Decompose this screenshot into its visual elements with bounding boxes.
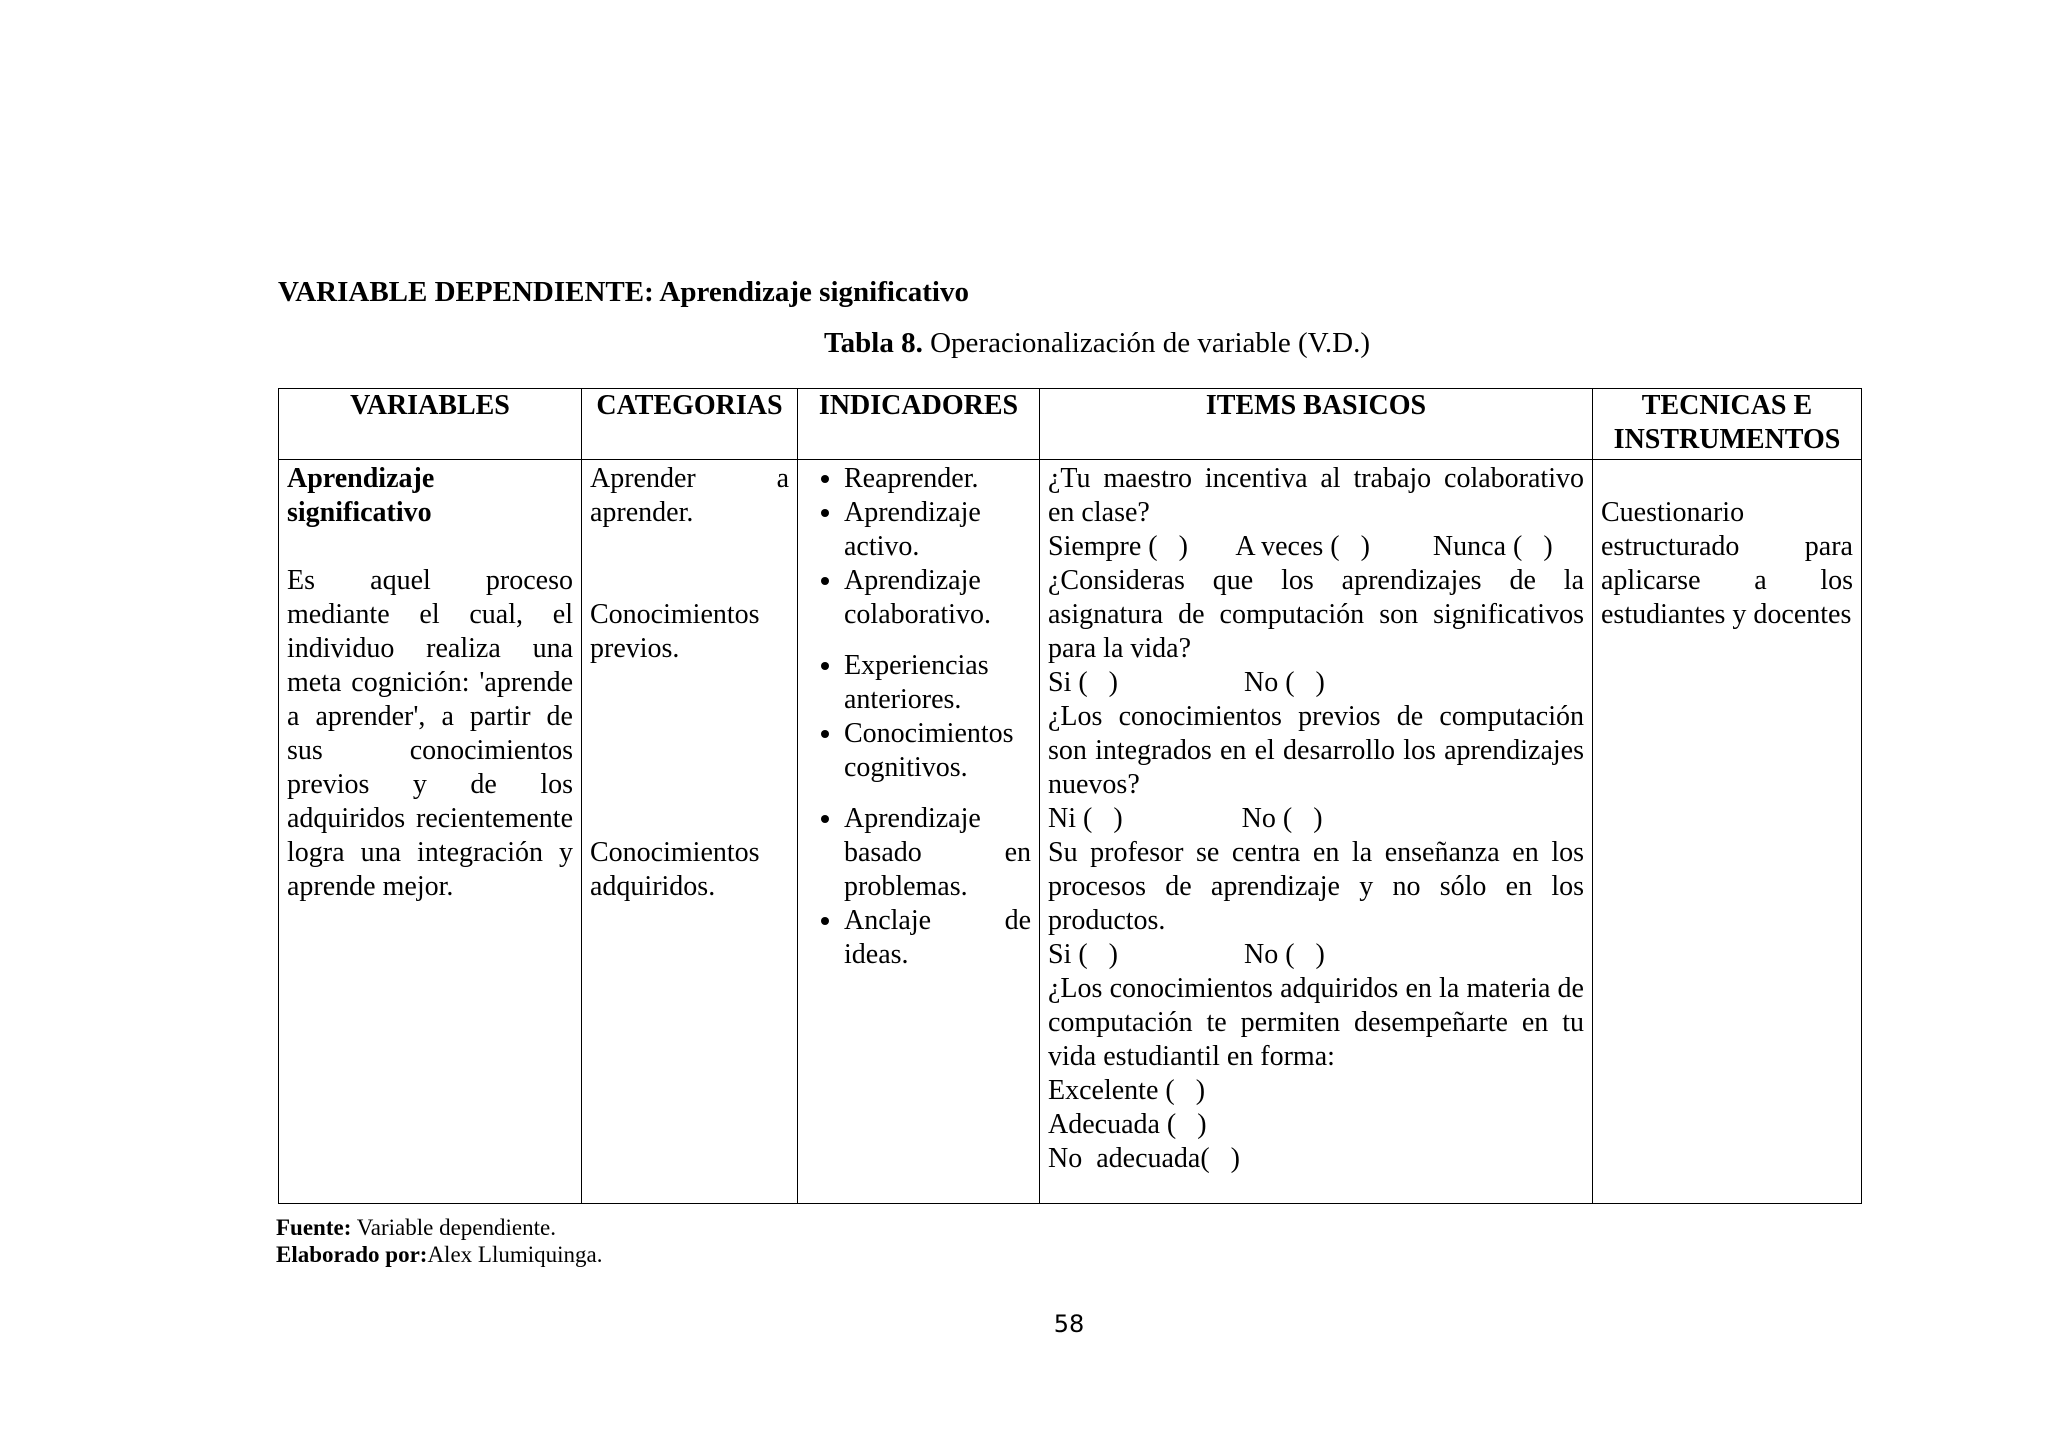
header-indicators: INDICADORES <box>798 389 1040 460</box>
variable-title: Aprendizaje significativo <box>287 463 435 528</box>
indicator-item: • Aprendizaje colaborativo. <box>844 564 1031 632</box>
author-label: Elaborado por: <box>276 1242 428 1267</box>
item-options: Si ( ) No ( ) <box>1048 939 1325 970</box>
item-question: ¿Tu maestro incentiva al trabajo colaborativo en clase? <box>1048 463 1584 528</box>
header-variables: VARIABLES <box>279 389 582 460</box>
category-item: Aprender a aprender. <box>590 463 789 528</box>
caption-label: Tabla 8. <box>823 327 923 359</box>
header-techniques: TECNICAS E INSTRUMENTOS <box>1593 389 1862 460</box>
indicator-item: • Aprendizaje basado en problemas. <box>844 802 1031 904</box>
item-question: ¿Los conocimientos adquiridos en la materia de computación te permiten desempeñarte en tu vida estudiantil en forma: <box>1048 973 1584 1072</box>
indicator-group <box>806 462 1031 632</box>
table-caption <box>0 327 2048 360</box>
indicator-item: • Anclaje de ideas. <box>844 904 1031 972</box>
indicator-item: • Conocimientos cognitivos. <box>844 717 1031 785</box>
item-options: Si ( ) No ( ) <box>1048 667 1325 698</box>
item-option: Excelente ( ) <box>1048 1075 1206 1106</box>
indicator-item: • Reaprender. <box>844 462 1031 496</box>
technique-text: Cuestionario estructurado para aplicarse a los estudiantes y docentes <box>1601 497 1853 630</box>
operationalization-table <box>278 388 1862 1204</box>
item-question: ¿Consideras que los aprendizajes de la asignatura de computación son significativos para la vida? <box>1048 565 1584 664</box>
section-heading <box>278 276 969 309</box>
footer-author <box>276 1242 602 1268</box>
cell-variable <box>279 460 582 1204</box>
source-text: Variable dependiente. <box>356 1215 556 1240</box>
category-item: Conocimientos previos. <box>590 599 760 664</box>
heading-value: Aprendizaje significativo <box>659 276 969 308</box>
author-text: Alex Llumiquinga. <box>427 1242 603 1267</box>
item-question: Su profesor se centra en la enseñanza en los procesos de aprendizaje y no sólo en los productos. <box>1048 837 1584 936</box>
cell-categories <box>582 460 798 1204</box>
source-label: Fuente: <box>276 1215 352 1240</box>
item-option: No adecuada( ) <box>1048 1143 1241 1174</box>
indicator-group <box>806 649 1031 785</box>
caption-text: Operacionalización de variable (V.D.) <box>930 327 1371 359</box>
header-categories: CATEGORIAS <box>582 389 798 460</box>
item-options: Ni ( ) No ( ) <box>1048 803 1323 834</box>
cell-techniques <box>1593 460 1862 1204</box>
item-option: Adecuada ( ) <box>1048 1109 1207 1140</box>
page-number: 58 <box>1053 1310 1085 1338</box>
item-question: ¿Los conocimientos previos de computación son integrados en el desarrollo los aprendizajes nuevos? <box>1048 701 1584 800</box>
heading-label: VARIABLE DEPENDIENTE: <box>278 276 654 308</box>
indicator-item: • Experiencias anteriores. <box>844 649 1031 717</box>
footer-source <box>276 1215 556 1241</box>
cell-items <box>1040 460 1593 1204</box>
content-row <box>279 460 1862 1204</box>
variable-definition: Es aquel proceso mediante el cual, el individuo realiza una meta cognición: 'aprende a aprender', a partir de sus conocimientos previos y de los adquiridos recientemente logra una integración y aprende mejor. <box>287 565 573 902</box>
category-item: Conocimientos adquiridos. <box>590 837 760 902</box>
header-items: ITEMS BASICOS <box>1040 389 1593 460</box>
cell-indicators <box>798 460 1040 1204</box>
indicator-group <box>806 802 1031 972</box>
header-row <box>279 389 1862 460</box>
item-options: Siempre ( ) A veces ( ) Nunca ( ) <box>1048 531 1553 562</box>
indicator-item: • Aprendizaje activo. <box>844 496 1031 564</box>
